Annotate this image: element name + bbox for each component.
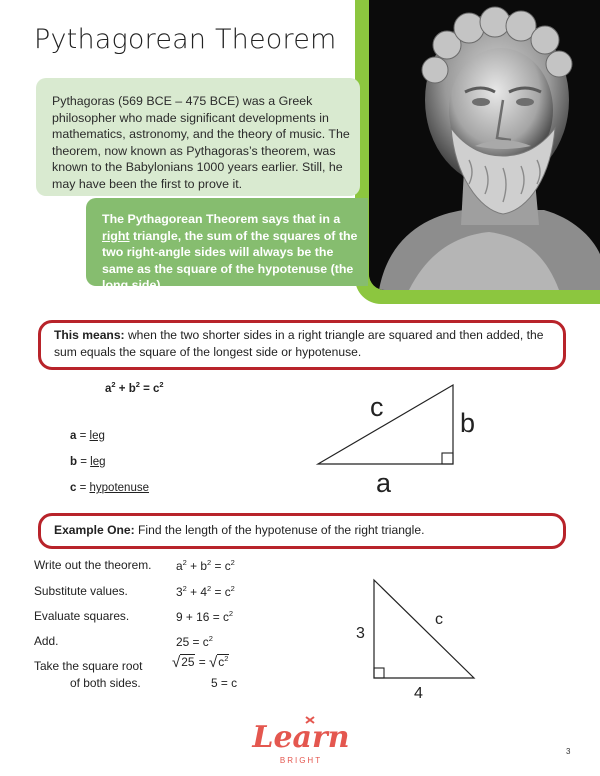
step-label: Add.: [34, 634, 59, 648]
theorem-part2: triangle, the sum of the squares of the two right-angle sides will always be the same as the square of the hypotenuse (the long side).: [102, 228, 358, 293]
example-label: Example One:: [54, 523, 135, 537]
formula: [105, 380, 164, 395]
def-var: a: [70, 430, 77, 442]
triangle-2-label-left: 3: [356, 625, 365, 642]
definition-a: [70, 430, 105, 442]
sqrt-equation: [172, 654, 229, 671]
definition-b: [70, 456, 106, 468]
def-sep: =: [76, 482, 90, 494]
formula-plus: +: [115, 382, 129, 395]
radicand-right-exp: 2: [224, 654, 229, 664]
step-label-cont: of both sides.: [70, 676, 141, 690]
triangle-diagram-1: [300, 380, 500, 500]
step-equation: $a^2 + b^2 = c^2$: [176, 558, 235, 573]
step-label: Evaluate squares.: [34, 609, 130, 623]
sqrt-result: 5 = c: [211, 676, 238, 690]
step-equation: $25 = c^2$: [176, 634, 213, 649]
def-sep: =: [77, 456, 91, 468]
bust-image: [369, 0, 600, 290]
learn-bright-logo: [246, 712, 356, 768]
right-angle-marker: [442, 453, 453, 464]
radicand-right: c: [218, 655, 225, 669]
formula-c-exp: 2: [159, 380, 164, 389]
formula-a-exp: 2: [111, 380, 116, 389]
triangle-1-label-c: c: [370, 392, 384, 422]
means-text: [54, 327, 554, 360]
example-text: [54, 523, 424, 537]
formula-eq: =: [139, 382, 153, 395]
radical-icon: √: [172, 654, 181, 671]
triangle-2-label-bottom: 4: [414, 685, 423, 702]
logo-word: Learn: [252, 720, 350, 755]
theorem-underlined-word: right: [102, 228, 130, 243]
intro-text: Pythagoras (569 BCE – 475 BCE) was a Greek philosopher who made significant developments in mathematics, astronomy, and the theory of music. The theorem, now known as Pythagoras’s theorem, was known to the Babylonians 1000 years earlier. Still, he may have been the first to prove it.: [52, 94, 350, 191]
def-term: hypotenuse: [89, 482, 149, 494]
theorem-part1: The Pythagorean Theorem says that in a: [102, 212, 341, 226]
step-equation: $9 + 16 = c^2$: [176, 609, 234, 624]
triangle-1-shape: [318, 385, 453, 464]
triangle-1-label-b: b: [460, 408, 476, 438]
page-title: Pythagorean Theorem: [34, 24, 337, 55]
means-body: when the two shorter sides in a right triangle are squared and then added, the sum equals the square of the longest side or hypotenuse.: [54, 328, 544, 359]
def-var: b: [70, 456, 78, 468]
sqrt-eq: =: [195, 655, 210, 669]
def-term: leg: [89, 430, 105, 442]
logo-mark: [246, 712, 356, 768]
formula-b: b: [128, 382, 136, 395]
radical-icon: √: [209, 654, 218, 671]
step-label: Take the square root: [34, 659, 143, 673]
logo-sub: BRIGHT: [279, 756, 323, 765]
radicand-left: 25: [181, 655, 195, 669]
formula-a: a: [105, 382, 112, 395]
triangle-diagram-2: [340, 570, 500, 705]
step-equation: $3^2 + 4^2 = c^2$: [176, 584, 235, 599]
triangle-2-label-hyp: c: [435, 611, 443, 628]
triangle-1-label-a: a: [376, 468, 392, 498]
def-term: leg: [90, 456, 106, 468]
example-body: Find the length of the hypotenuse of the right triangle.: [134, 523, 425, 537]
pythagoras-portrait: [369, 0, 600, 290]
triangle-2-shape: [374, 580, 474, 678]
definition-c: [70, 482, 149, 494]
formula-b-exp: 2: [135, 380, 140, 389]
means-label: This means:: [54, 328, 125, 342]
def-var: c: [70, 482, 77, 494]
step-label: Substitute values.: [34, 584, 128, 598]
def-sep: =: [76, 430, 90, 442]
page-number: 3: [566, 747, 571, 756]
step-label: Write out the theorem.: [34, 558, 152, 572]
formula-c: c: [153, 382, 160, 395]
right-angle-marker: [374, 668, 384, 678]
theorem-statement: [102, 211, 358, 294]
